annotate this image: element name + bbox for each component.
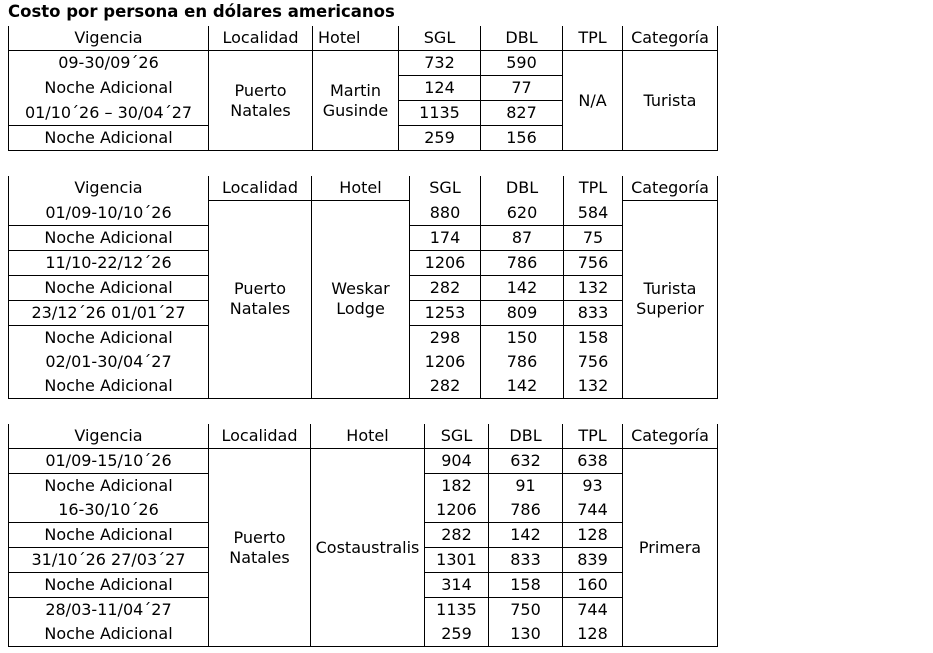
header-dbl: DBL [481, 176, 564, 201]
sgl-cell: 182 [425, 474, 489, 499]
dbl-cell: 87 [481, 225, 564, 250]
header-dbl: DBL [489, 424, 563, 449]
dbl-cell: 750 [489, 598, 563, 623]
dbl-cell: 142 [481, 374, 564, 399]
sgl-cell: 282 [410, 374, 481, 399]
vigencia-cell: Noche Adicional [9, 325, 209, 350]
tpl-cell: 75 [564, 225, 623, 250]
tpl-cell: 744 [563, 498, 623, 523]
header-vigencia: Vigencia [9, 424, 209, 449]
tpl-cell: 744 [563, 598, 623, 623]
dbl-cell: 827 [481, 101, 563, 126]
sgl-cell: 314 [425, 573, 489, 598]
hotel-cell: Weskar Lodge [312, 201, 410, 399]
tpl-cell: 128 [563, 523, 623, 548]
sgl-cell: 259 [425, 622, 489, 647]
dbl-cell: 91 [489, 474, 563, 499]
tpl-cell: 160 [563, 573, 623, 598]
header-localidad: Localidad [209, 424, 311, 449]
header-hotel: Hotel [313, 26, 399, 51]
table-header-row [9, 176, 718, 201]
header-hotel: Hotel [311, 424, 425, 449]
header-vigencia: Vigencia [9, 176, 209, 201]
header-sgl: SGL [399, 26, 481, 51]
vigencia-cell: Noche Adicional [9, 225, 209, 250]
tpl-cell: 833 [564, 300, 623, 325]
sgl-cell: 732 [399, 51, 481, 76]
header-localidad: Localidad [209, 26, 313, 51]
vigencia-cell: Noche Adicional [9, 474, 209, 499]
rates-table-martin-gusinde [8, 26, 718, 151]
rates-table-costaustralis [8, 424, 718, 647]
sgl-cell: 1206 [410, 350, 481, 374]
table-row [9, 201, 718, 226]
dbl-cell: 142 [481, 275, 564, 300]
page-title: Costo por persona en dólares americanos [8, 2, 395, 21]
tpl-cell: 756 [564, 250, 623, 275]
header-tpl: TPL [563, 26, 623, 51]
categoria-cell: Primera [623, 449, 718, 647]
tpl-cell: 584 [564, 201, 623, 226]
sgl-cell: 1206 [410, 250, 481, 275]
vigencia-cell: 28/03-11/04´27 [9, 598, 209, 623]
vigencia-cell: 02/01-30/04´27 [9, 350, 209, 374]
tpl-cell: 132 [564, 275, 623, 300]
sgl-cell: 124 [399, 76, 481, 101]
categoria-cell: Turista Superior [623, 201, 718, 399]
hotel-cell: Martin Gusinde [313, 51, 399, 151]
header-categoria: Categoría [623, 176, 718, 201]
tpl-cell: 756 [564, 350, 623, 374]
dbl-cell: 632 [489, 449, 563, 474]
dbl-cell: 620 [481, 201, 564, 226]
sgl-cell: 174 [410, 225, 481, 250]
header-categoria: Categoría [623, 26, 718, 51]
localidad-cell: Puerto Natales [209, 201, 312, 399]
sgl-cell: 904 [425, 449, 489, 474]
tpl-cell: 132 [564, 374, 623, 399]
tpl-cell: 638 [563, 449, 623, 474]
sgl-cell: 282 [410, 275, 481, 300]
tpl-cell: 839 [563, 548, 623, 573]
header-vigencia: Vigencia [9, 26, 209, 51]
categoria-cell: Turista [623, 51, 718, 151]
sgl-cell: 1253 [410, 300, 481, 325]
vigencia-cell: 01/09-15/10´26 [9, 449, 209, 474]
dbl-cell: 130 [489, 622, 563, 647]
sgl-cell: 1135 [399, 101, 481, 126]
tpl-cell: 93 [563, 474, 623, 499]
dbl-cell: 786 [481, 350, 564, 374]
vigencia-cell: Noche Adicional [9, 374, 209, 399]
hotel-cell: Costaustralis [311, 449, 425, 647]
vigencia-cell: 11/10-22/12´26 [9, 250, 209, 275]
sgl-cell: 259 [399, 126, 481, 151]
dbl-cell: 786 [489, 498, 563, 523]
header-dbl: DBL [481, 26, 563, 51]
header-sgl: SGL [425, 424, 489, 449]
vigencia-cell: Noche Adicional [9, 76, 209, 101]
sgl-cell: 1135 [425, 598, 489, 623]
vigencia-cell: 31/10´26 27/03´27 [9, 548, 209, 573]
localidad-cell: Puerto Natales [209, 51, 313, 151]
vigencia-cell: 01/10´26 – 30/04´27 [9, 101, 209, 126]
vigencia-cell: Noche Adicional [9, 523, 209, 548]
header-hotel: Hotel [312, 176, 410, 201]
table-header-row [9, 26, 718, 51]
table-row [9, 449, 718, 474]
tpl-cell: N/A [563, 51, 623, 151]
localidad-cell: Puerto Natales [209, 449, 311, 647]
vigencia-cell: 01/09-10/10´26 [9, 201, 209, 226]
dbl-cell: 156 [481, 126, 563, 151]
header-categoria: Categoría [623, 424, 718, 449]
header-tpl: TPL [563, 424, 623, 449]
sgl-cell: 298 [410, 325, 481, 350]
vigencia-cell: 09-30/09´26 [9, 51, 209, 76]
vigencia-cell: Noche Adicional [9, 126, 209, 151]
dbl-cell: 590 [481, 51, 563, 76]
dbl-cell: 833 [489, 548, 563, 573]
header-tpl: TPL [564, 176, 623, 201]
dbl-cell: 786 [481, 250, 564, 275]
vigencia-cell: Noche Adicional [9, 573, 209, 598]
header-sgl: SGL [410, 176, 481, 201]
vigencia-cell: Noche Adicional [9, 622, 209, 647]
vigencia-cell: Noche Adicional [9, 275, 209, 300]
tpl-cell: 158 [564, 325, 623, 350]
dbl-cell: 809 [481, 300, 564, 325]
sgl-cell: 1206 [425, 498, 489, 523]
table-row [9, 51, 718, 76]
vigencia-cell: 16-30/10´26 [9, 498, 209, 523]
sgl-cell: 282 [425, 523, 489, 548]
table-header-row [9, 424, 718, 449]
sgl-cell: 1301 [425, 548, 489, 573]
tpl-cell: 128 [563, 622, 623, 647]
dbl-cell: 77 [481, 76, 563, 101]
vigencia-cell: 23/12´26 01/01´27 [9, 300, 209, 325]
dbl-cell: 150 [481, 325, 564, 350]
rates-table-weskar-lodge [8, 176, 718, 399]
dbl-cell: 142 [489, 523, 563, 548]
header-localidad: Localidad [209, 176, 312, 201]
dbl-cell: 158 [489, 573, 563, 598]
sgl-cell: 880 [410, 201, 481, 226]
